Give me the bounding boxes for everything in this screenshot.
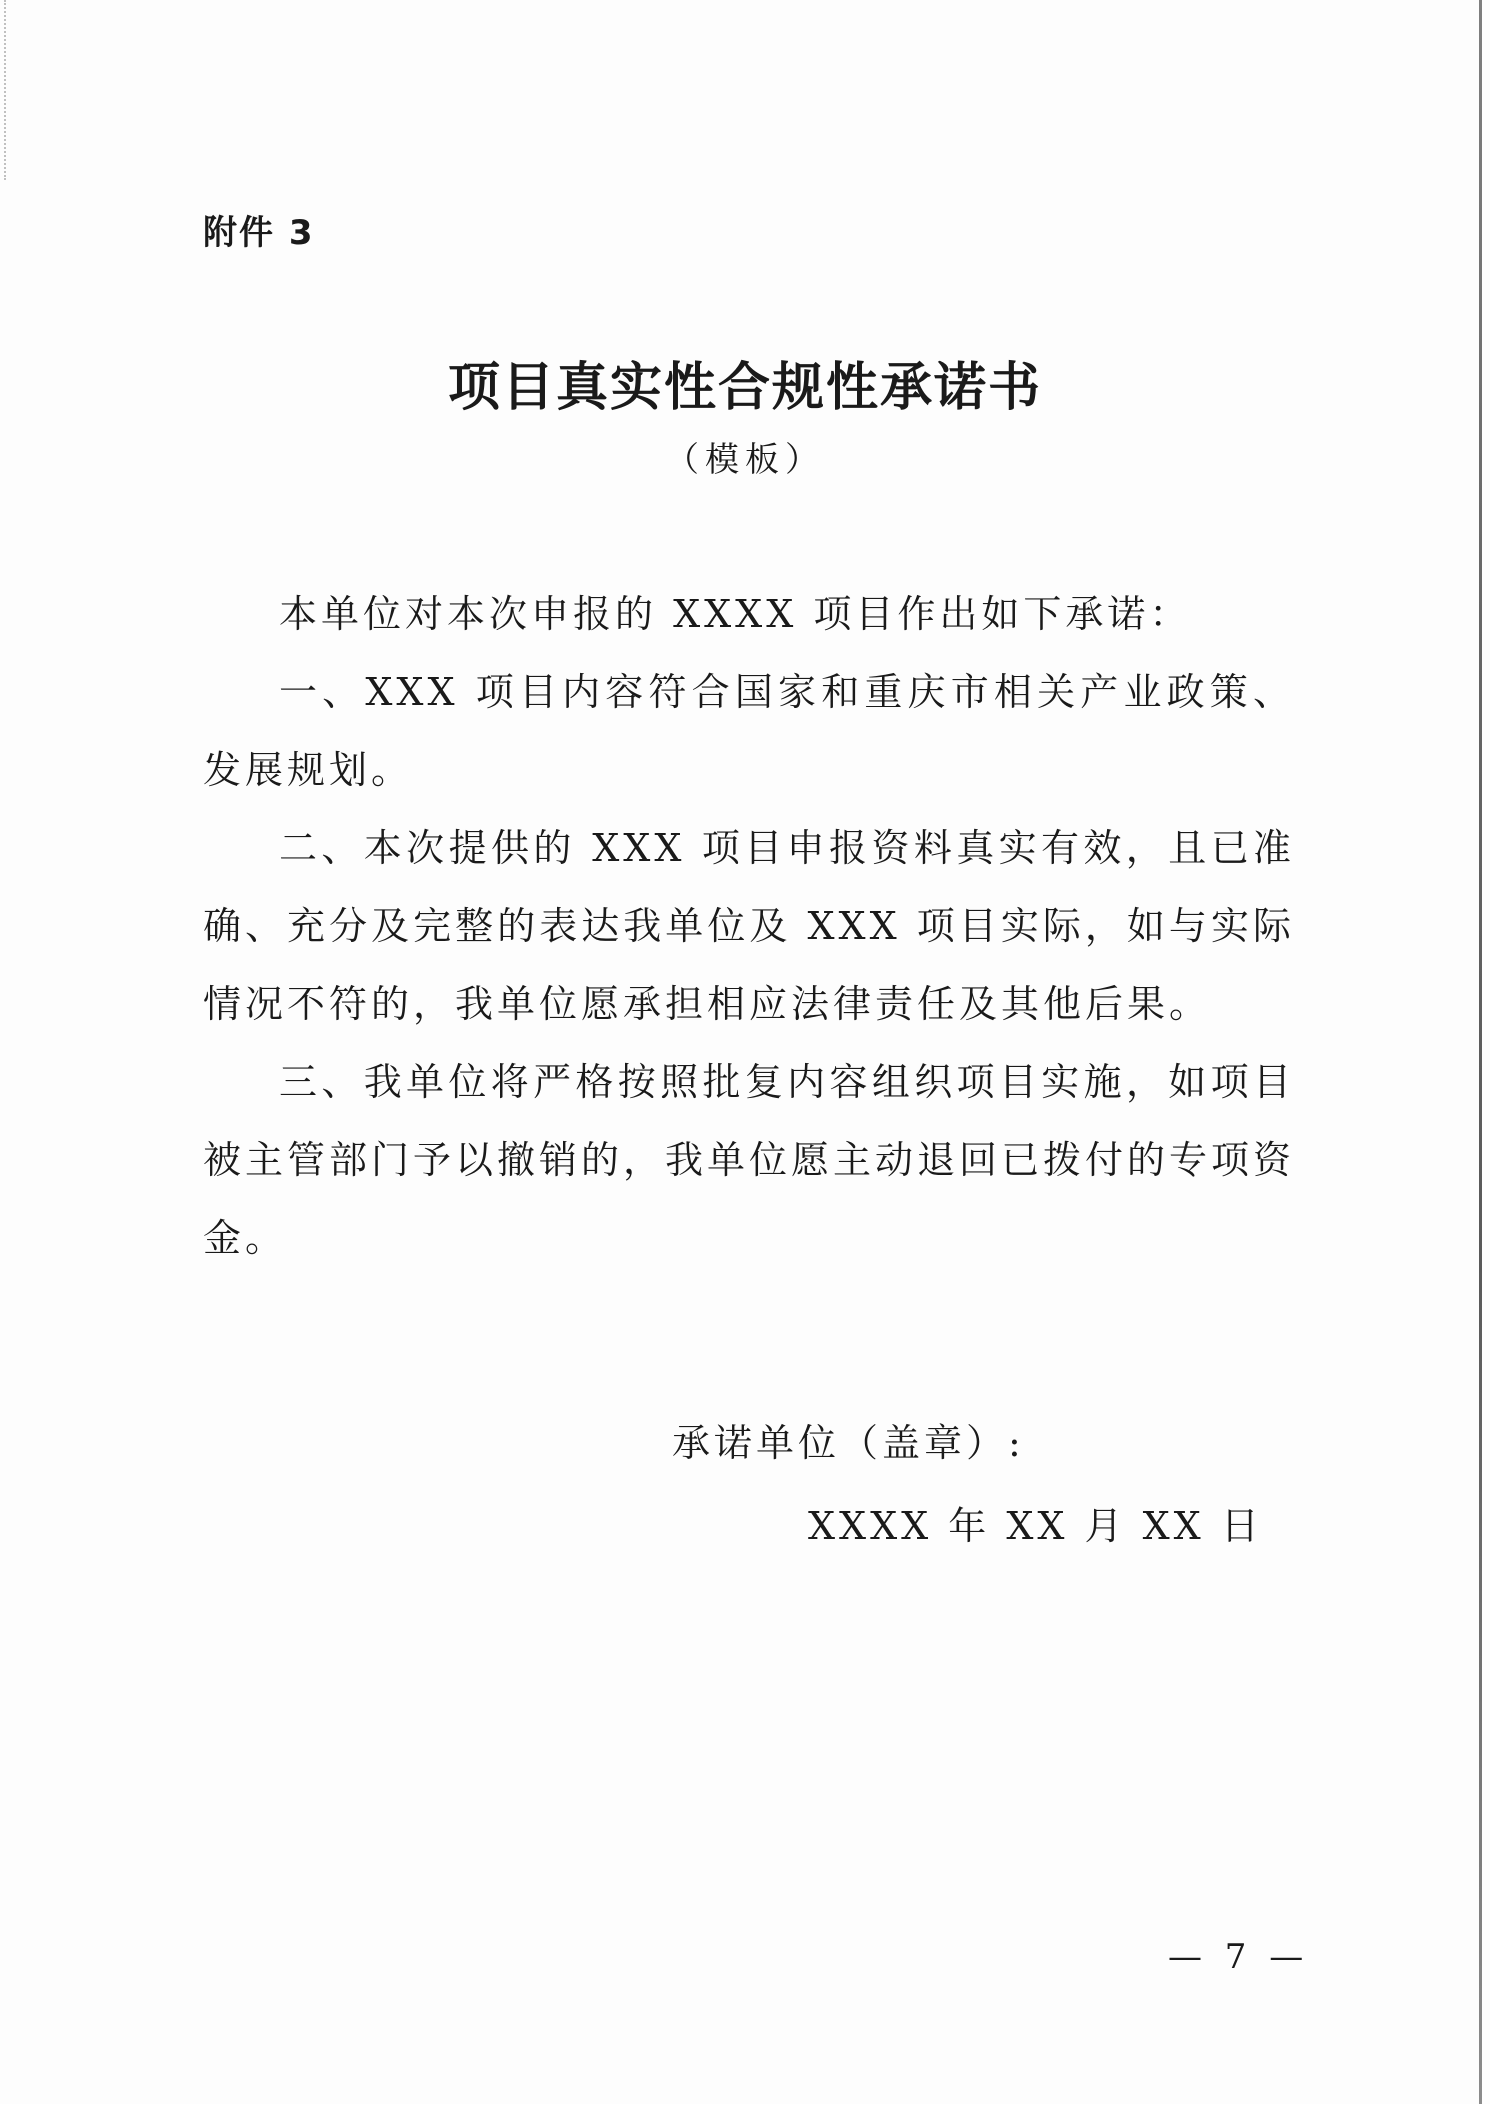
scan-edge-line (1479, 0, 1482, 2104)
paragraph-intro: 本单位对本次申报的 XXXX 项目作出如下承诺： (279, 592, 1192, 636)
paragraph-commitment-3: 三、我单位将严格按照批复内容组织项目实施，如项目被主管部门予以撤销的，我单位愿主动退回已拨付的专项资金。 (203, 1060, 1296, 1260)
signer-label: 承诺单位（盖章）: (672, 1421, 1025, 1465)
attachment-label: 附件 3 (203, 213, 315, 253)
paragraph-commitment-1: 一、XXX 项目内容符合国家和重庆市相关产业政策、发展规划。 (203, 670, 1295, 792)
scan-edge-marks (4, 0, 8, 180)
document-subtitle: （模板） (665, 440, 825, 480)
page-number: — 7 — (1168, 1937, 1310, 1977)
paragraph-commitment-2: 二、本次提供的 XXX 项目申报资料真实有效，且已准确、充分及完整的表达我单位及 XXX 项目实际，如与实际情况不符的，我单位愿承担相应法律责任及其他后果。 (203, 826, 1295, 1026)
document-body (203, 575, 1295, 1277)
date-line: XXXX 年 XX 月 XX 日 (808, 1504, 1263, 1548)
document-title: 项目真实性合规性承诺书 (447, 358, 1042, 418)
